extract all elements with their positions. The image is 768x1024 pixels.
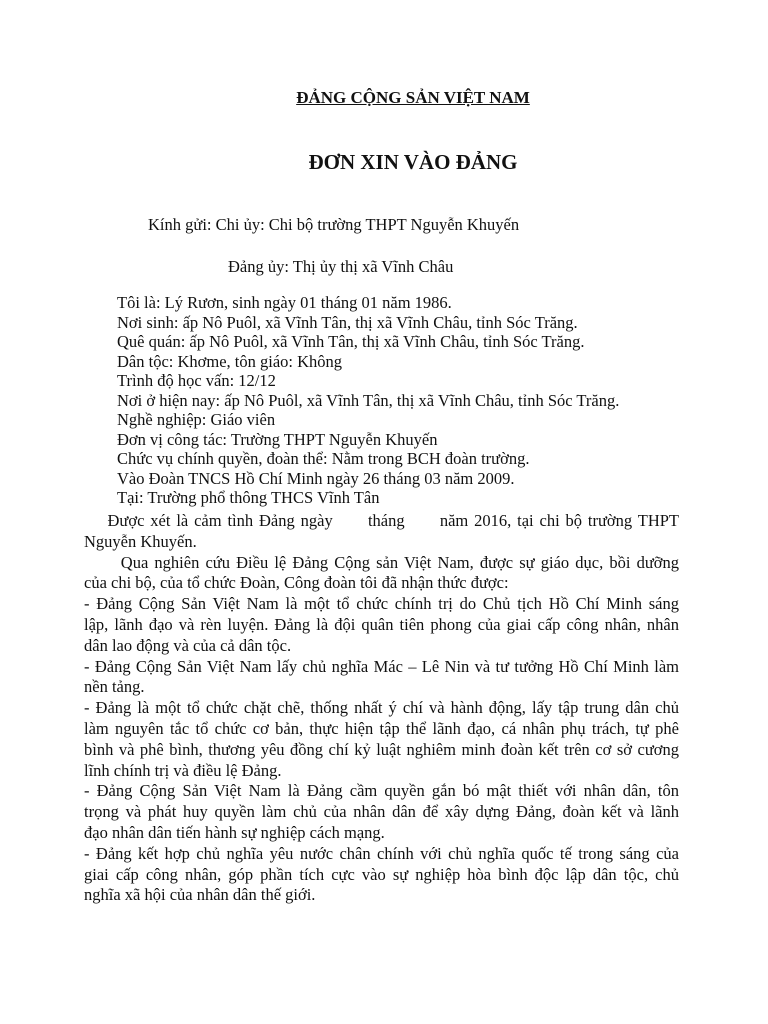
text-line: đạo nhân dân tiến hành sự nghiệp cách mạng. [84, 822, 385, 842]
text-line: - Đảng Cộng Sản Việt Nam lấy chủ nghĩa Mác – Lê Nin và tư tưởng Hồ Chí Minh làm [84, 656, 679, 676]
info-birthplace: Nơi sinh: ấp Nô Puôl, xã Vĩnh Tân, thị xã Vĩnh Châu, tỉnh Sóc Trăng. [117, 312, 578, 332]
info-occupation: Nghề nghiệp: Giáo viên [117, 410, 276, 429]
text-line: lĩnh chính trị và điều lệ Đảng. [84, 760, 282, 780]
text-line: Qua nghiên cứu Điều lệ Đảng Cộng sản Việt Nam, được sự giáo dục, bồi dưỡng [84, 552, 679, 572]
info-workplace: Đơn vị công tác: Trường THPT Nguyễn Khuyến [117, 429, 438, 449]
paragraph-point-4 [84, 781, 679, 843]
info-ethnicity: Dân tộc: Khơme, tôn giáo: Không [117, 351, 343, 371]
info-education: Trình độ học vấn: 12/12 [117, 371, 276, 390]
text-line: bình và phê bình, thương yêu đồng chí kỷ luật nghiêm minh đoàn kết trên cơ sở cương [84, 739, 679, 759]
paragraph-point-1 [84, 594, 679, 656]
paragraph-study [84, 553, 679, 595]
document-title: ĐƠN XIN VÀO ĐẢNG [308, 150, 518, 174]
text-line: giai cấp công nhân, góp phần tích cực vào sự nghiệp hòa bình độc lập dân tộc, chủ [84, 864, 679, 884]
text-line: nền tảng. [84, 677, 145, 697]
text-line: - Đảng Cộng Sản Việt Nam là một tổ chức chính trị do Chủ tịch Hồ Chí Minh sáng [84, 594, 679, 614]
paragraph-candidate [84, 511, 679, 553]
recipient-line-1: Kính gửi: Chi ủy: Chi bộ trường THPT Nguyễn Khuyến [148, 215, 520, 234]
text-line: - Đảng Cộng Sản Việt Nam là Đảng cầm quyền gắn bó mật thiết với nhân dân, tôn [84, 781, 679, 801]
paragraph-point-3 [84, 698, 679, 781]
personal-info-block [117, 293, 619, 508]
party-header: ĐẢNG CỘNG SẢN VIỆT NAM [296, 88, 530, 107]
recipient-line-2: Đảng ủy: Thị ủy thị xã Vĩnh Châu [228, 257, 454, 276]
info-youth-union-date: Vào Đoàn TNCS Hồ Chí Minh ngày 26 tháng 03 năm 2009. [117, 468, 515, 488]
text-line: của chi bộ, của tổ chức Đoàn, Công đoàn tôi đã nhận thức được: [84, 573, 509, 593]
text-line: - Đảng kết hợp chủ nghĩa yêu nước chân chính với chủ nghĩa quốc tế trong sáng của [84, 843, 679, 863]
text-line: dân lao động và của cả dân tộc. [84, 635, 292, 655]
text-line: trọng và phát huy quyền làm chủ của nhân dân để xây dựng Đảng, đoàn kết và lãnh [84, 802, 679, 822]
text-line: Nguyễn Khuyến. [84, 531, 197, 551]
paragraph-point-2 [84, 657, 679, 699]
paragraph-point-5 [84, 844, 679, 906]
text-line: - Đảng là một tổ chức chặt chẽ, thống nhất ý chí và hành động, lấy tập trung dân chủ [84, 698, 679, 718]
info-residence: Nơi ở hiện nay: ấp Nô Puôl, xã Vĩnh Tân, thị xã Vĩnh Châu, tỉnh Sóc Trăng. [117, 390, 620, 410]
info-position: Chức vụ chính quyền, đoàn thể: Nằm trong BCH đoàn trường. [117, 449, 530, 468]
info-youth-union-place: Tại: Trường phổ thông THCS Vĩnh Tân [117, 488, 380, 507]
text-line: làm nguyên tắc tổ chức cơ bản, thực hiện tập thể lãnh đạo, cá nhân phụ trách, tự phê [84, 718, 679, 738]
text-line: Được xét là cảm tình Đảng ngày tháng năm 2016, tại chi bộ trường THPT [84, 511, 679, 530]
text-line: lập, lãnh đạo và rèn luyện. Đảng là đội quân tiên phong của giai cấp công nhân, nhân [84, 614, 679, 634]
info-hometown: Quê quán: ấp Nô Puôl, xã Vĩnh Tân, thị xã Vĩnh Châu, tỉnh Sóc Trăng. [117, 332, 585, 351]
text-line: nghĩa xã hội của nhân dân thế giới. [84, 885, 316, 905]
info-name: Tôi là: Lý Rươn, sinh ngày 01 tháng 01 năm 1986. [117, 293, 452, 312]
body-text [84, 511, 679, 906]
